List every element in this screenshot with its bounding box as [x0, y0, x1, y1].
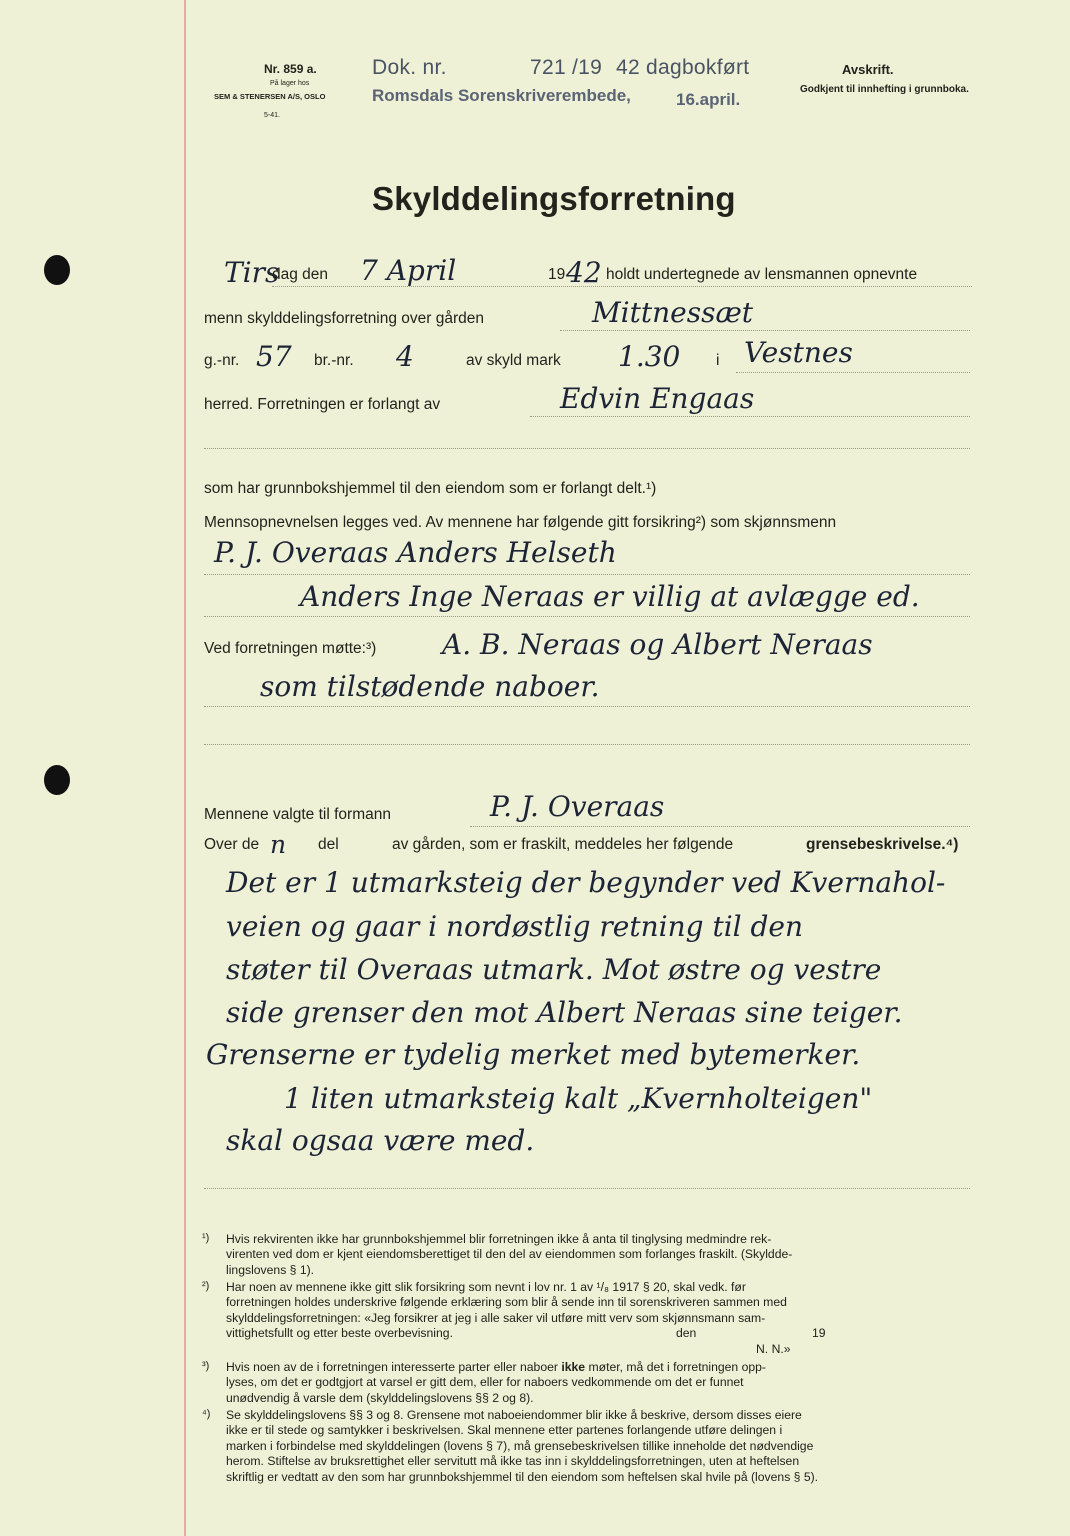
description-line: 1 liten utmarksteig kalt „Kvernholteigen" [284, 1082, 873, 1115]
description-line: veien og gaar i nordøstlig retning til den [226, 910, 804, 943]
gnr-value: 57 [256, 340, 292, 373]
ved-label: Ved forretningen møtte:³) [204, 640, 377, 657]
dok-nr-value: 721 [530, 56, 566, 79]
over-handwritten: n [270, 830, 287, 859]
godkjent-label: Godkjent til innhefting i grunnboka. [800, 84, 969, 95]
dotted-line [530, 416, 970, 417]
dotted-line [272, 286, 972, 287]
year-suffix: 42 [616, 56, 640, 79]
footnote-3: Hvis noen av de i forretningen interesserte parter eller naboer ikke møter, må det i forretningen opp- lyses, om det er godtgjort at varsel er gitt dem, eller for naboers vedkommende om det er funnet unødvendig å varsle dem (skylddelingslovens §§ 2 og 8). [226, 1360, 766, 1405]
gnr-label: g.-nr. [204, 352, 240, 369]
description-line: side grenser den mot Albert Neraas sine teiger. [226, 996, 903, 1029]
form-number: Nr. 859 a. [264, 62, 317, 76]
description-line: Grenserne er tydelig merket med bytemerker. [206, 1038, 861, 1071]
i-label: i [716, 352, 720, 369]
over-rest: av gården, som er fraskilt, meddeles her følgende [392, 836, 734, 853]
printer-line1: På lager hos [270, 80, 310, 87]
stamp-date: 16.april. [676, 90, 741, 109]
brnr-label: br.-nr. [314, 352, 354, 369]
dagbok-label: dagbokført [646, 56, 750, 79]
dotted-line [204, 574, 970, 575]
footnote-mark: ⁴) [202, 1408, 211, 1420]
footnote-2: Har noen av mennene ikke gitt slik forsikring som nevnt i lov nr. 1 av ¹/₈ 1917 § 20, skal vedk. før forretningen holdes underskrive følgende erklæring som blir å sende inn til sorenskriveren sammen med skylddelingsforretningen: «Jeg forsikrer at jeg i alle saker vil utføre mitt verv som skjønnsmann sam- vittighetsfullt og etter beste overbevisning. [226, 1280, 787, 1341]
farm-handwritten: Mittnessæt [592, 296, 754, 329]
skyld-label: av skyld mark [466, 352, 561, 369]
del-label: del [318, 836, 339, 853]
page-title: Skylddelingsforretning [372, 180, 736, 217]
herred-label: herred. Forretningen er forlangt av [204, 396, 441, 413]
margin-line [184, 0, 186, 1536]
mennsop-line: Mennsopnevnelsen legges ved. Av mennene har følgende gitt forsikring²) som skjønnsmenn [204, 514, 837, 531]
year-prefix: /19 [572, 56, 603, 79]
printer-date: 5-41. [264, 112, 280, 119]
grense-label: grensebeskrivelse.⁴) [806, 836, 959, 853]
dotted-line [204, 706, 970, 707]
description-line: støter til Overaas utmark. Mot østre og vestre [226, 953, 882, 986]
over-label: Over de [204, 836, 260, 853]
punch-hole-top [44, 255, 70, 285]
dotted-line [204, 744, 970, 745]
formann-label: Mennene valgte til formann [204, 806, 391, 823]
dotted-line [204, 616, 970, 617]
year-printed: 19 [548, 266, 566, 283]
men-line1: P. J. Overaas Anders Helseth [214, 536, 617, 569]
men-line2: Anders Inge Neraas er villig at avlægge ed. [300, 580, 920, 613]
grunnbok-line: som har grunnbokshjemmel til den eiendom som er forlangt delt.¹) [204, 480, 657, 497]
herred-handwritten: Vestnes [744, 336, 853, 369]
footnote-2-year: 19 [812, 1326, 826, 1340]
office-stamp: Romsdals Sorenskriverembede, [372, 86, 631, 105]
footnote-mark: ¹) [202, 1232, 210, 1244]
attended-line2: som tilstødende naboer. [260, 670, 600, 703]
printer-line2: SEM & STENERSEN A/S, OSLO [214, 92, 326, 101]
footnote-1: Hvis rekvirenten ikke har grunnbokshjemmel blir forretningen ikke å anta til tinglysing medmindre rek- virenten ved dom er kjent eiendomsberettiget til den del av eiendommen som forlanges fraskilt. (Skyldde- lingslovens § 1). [226, 1232, 793, 1277]
brnr-value: 4 [396, 340, 414, 373]
line2-label: menn skylddelingsforretning over gården [204, 310, 485, 327]
skyld-value: 1.30 [618, 340, 681, 373]
year-handwritten: 42 [566, 256, 602, 289]
punch-hole-bottom [44, 765, 70, 795]
dotted-line [204, 448, 970, 449]
description-line: skal ogsaa være med. [226, 1124, 535, 1157]
avskrift-label: Avskrift. [842, 62, 894, 77]
footnote-mark: ²) [202, 1280, 210, 1292]
dotted-line [560, 330, 970, 331]
footnote-2-den: den [676, 1326, 697, 1340]
dotted-line [736, 372, 970, 373]
attended-line1: A. B. Neraas og Albert Neraas [442, 628, 873, 661]
day-handwritten: Tirs [224, 256, 280, 289]
footnote-mark: ³) [202, 1360, 210, 1372]
date-handwritten: 7 April [360, 254, 457, 287]
dotted-line [204, 1188, 970, 1189]
dok-nr-label: Dok. nr. [372, 56, 447, 79]
dotted-line [470, 826, 970, 827]
description-line: Det er 1 utmarksteig der begynder ved Kvernahol- [226, 866, 946, 899]
line1-rest: holdt undertegnede av lensmannen opnevnte [606, 266, 918, 283]
requester-handwritten: Edvin Engaas [560, 382, 755, 415]
formann-handwritten: P. J. Overaas [490, 790, 665, 823]
dag-den-label: dag den [272, 266, 329, 283]
footnote-2-nn: N. N.» [756, 1342, 791, 1356]
footnote-4: Se skylddelingslovens §§ 3 og 8. Grensene mot naboeiendommer blir ikke å beskrive, dersom disses eiere ikke er til stede og samtykker i beskrivelsen. Skal mennene etter partenes forlangende utføre delingen i marken i forbindelse med skylddelingen (lovens § 7), må grensebeskrivelsen tillike inneholde det nødvendige herom. Stiftelse av bruksrettighet eller servitutt må ikke tas inn i skylddelingsforretningen, uten at heftelsen skriftlig er vedtatt av den som har grunnbokshjemmel til den eiendom som heftelsen skal hvile på (lovens § 5). [226, 1408, 819, 1484]
